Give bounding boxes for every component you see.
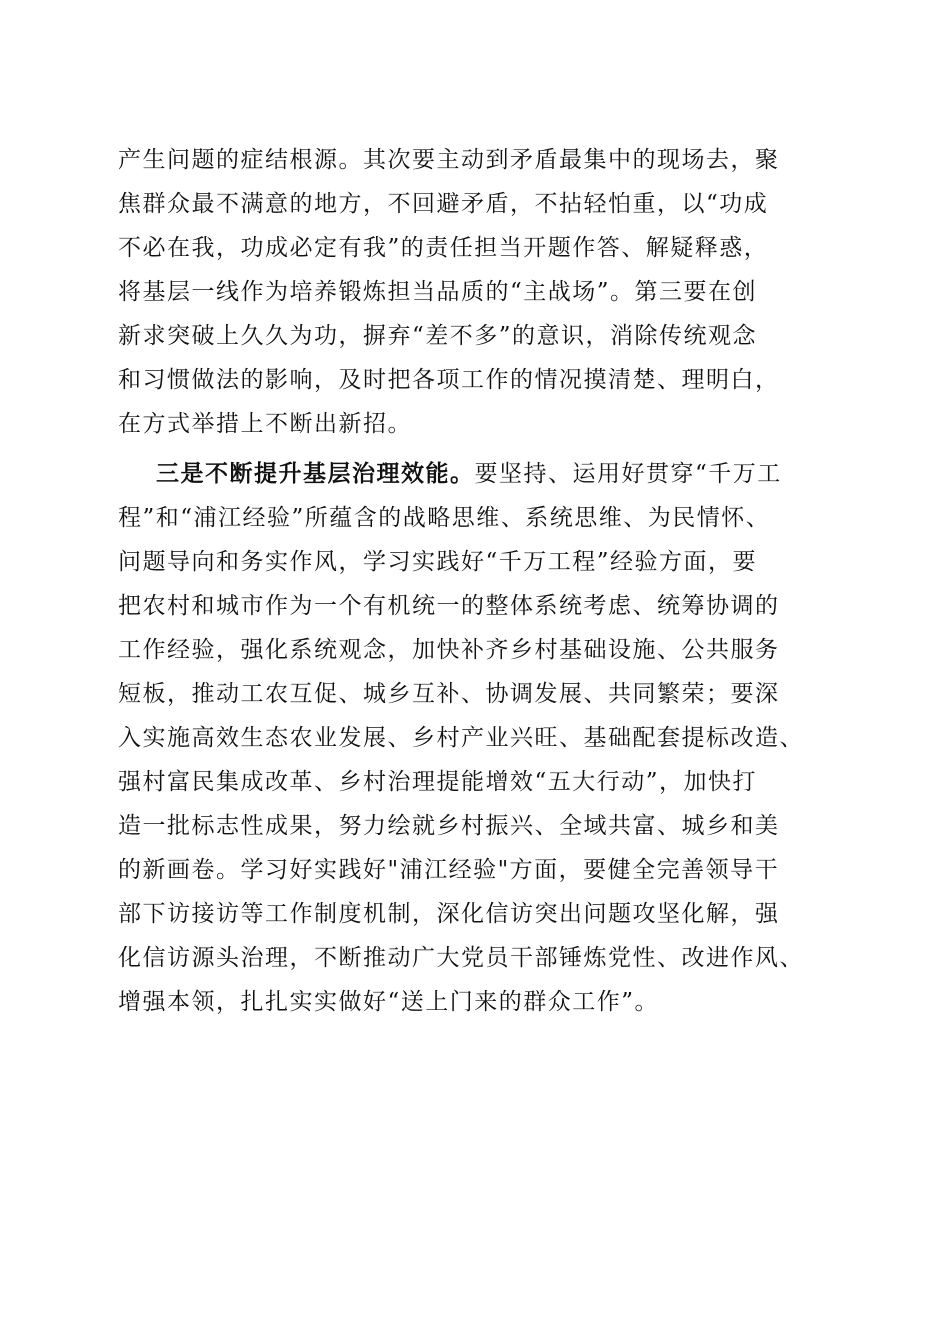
paragraph-line: 工作经验，强化系统观念，加快补齐乡村基础设施、公共服务: [118, 637, 780, 663]
paragraph-heading: 三是不断提升基层治理效能。: [156, 460, 475, 487]
paragraph-line: 强村富民集成改革、乡村治理提能增效“五大行动”，加快打: [118, 769, 758, 795]
paragraph-line: 问题导向和务实作风，学习实践好“千万工程”经验方面，要: [118, 549, 758, 575]
paragraph-line: 短板，推动工农互促、城乡互补、协调发展、共同繁荣；要深: [118, 681, 780, 707]
paragraph-line: 将基层一线作为培养锻炼担当品质的“主战场”。第三要在创: [118, 279, 758, 305]
paragraph-line: 在方式举措上不断出新招。: [118, 411, 412, 437]
paragraph-line: 把农村和城市作为一个有机统一的整体系统考虑、统筹协调的: [118, 593, 780, 619]
paragraph-line: 新求突破上久久为功，摒弃“差不多”的意识，消除传统观念: [118, 323, 758, 349]
paragraph-line: 化信访源头治理，不断推动广大党员干部锤炼党性、改进作风、: [118, 945, 804, 971]
paragraph-line: 的新画卷。学习好实践好"浦江经验"方面，要健全完善领导干: [118, 857, 780, 883]
paragraph-line: 部下访接访等工作制度机制，深化信访突出问题攻坚化解，强: [118, 901, 780, 927]
paragraph-line: 和习惯做法的影响，及时把各项工作的情况摸清楚、理明白，: [118, 367, 780, 393]
paragraph-line: 造一批标志性成果，努力绘就乡村振兴、全域共富、城乡和美: [118, 813, 780, 839]
paragraph-line: 焦群众最不满意的地方，不回避矛盾，不拈轻怕重，以“功成: [118, 191, 769, 217]
paragraph-line: 程”和“浦江经验”所蕴含的战略思维、系统思维、为民情怀、: [118, 505, 771, 531]
paragraph-line: 不必在我，功成必定有我”的责任担当开题作答、解疑释惑，: [118, 235, 769, 261]
paragraph-first-line: [156, 459, 782, 489]
paragraph-line: 产生问题的症结根源。其次要主动到矛盾最集中的现场去，聚: [118, 147, 780, 173]
paragraph-line: 增强本领，扎扎实实做好“送上门来的群众工作”。: [118, 989, 660, 1015]
paragraph-text: 要坚持、运用好贯穿“千万工: [474, 461, 782, 487]
paragraph-line: 入实施高效生态农业发展、乡村产业兴旺、基础配套提标改造、: [118, 725, 804, 751]
